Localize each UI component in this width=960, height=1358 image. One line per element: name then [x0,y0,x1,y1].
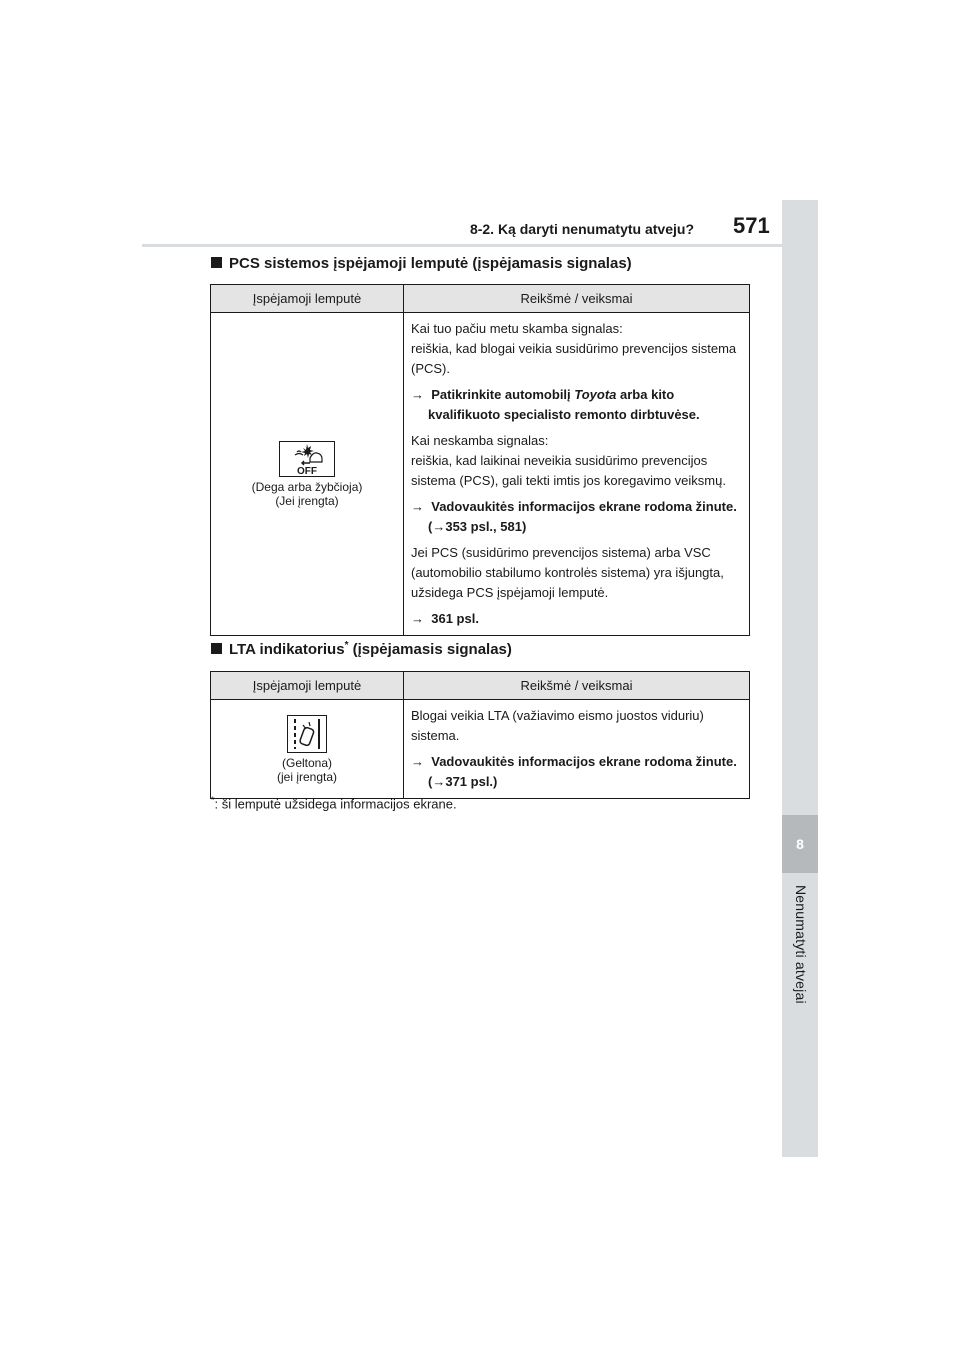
pcs-heading-text: PCS sistemos įspėjamoji lemputė (įspėjamasis signalas) [229,255,632,272]
pcs-p1-line2: reiškia, kad blogai veikia susidūrimo prevencijos sistema (PCS). [411,341,737,376]
pcs-paragraph-3: Jei PCS (susidūrimo prevencijos sistema) arba VSC (automobilio stabilumo kontrolės sistema) yra išjungta, užsidega PCS įspėjamoji lemputė. [411,545,724,600]
pcs-paragraph-1 [411,319,741,379]
pcs-action-2 [411,497,741,537]
lta-light-cell [211,700,404,799]
col-light-header: Įspėjamoji lemputė [211,285,404,313]
pcs-a2-text: Vadovaukitės informacijos ekrane rodoma žinute. ( [428,499,737,534]
table-header-row [211,672,750,700]
lta-a1-text: Vadovaukitės informacijos ekrane rodoma žinute. ( [428,754,737,789]
arrow-icon: → [411,754,424,769]
lta-light-caption-2: (jei įrengta) [276,769,338,784]
col-light-header: Įspėjamoji lemputė [211,672,404,700]
lta-meaning-cell [404,700,750,799]
lta-heading-text: LTA indikatorius [229,641,345,658]
pcs-a3: 361 psl. [431,611,479,626]
pcs-action-3 [411,609,741,629]
header-divider [142,244,782,247]
pcs-action-1 [411,385,741,425]
pcs-heading [211,255,632,272]
lta-heading-star: * [344,640,349,651]
table-header-row [211,285,750,313]
page-number: 571 [733,213,770,238]
arrow-icon: → [411,611,424,626]
pcs-p2-line1: Kai neskamba signalas: [411,433,549,448]
lta-lane-warning-icon [287,715,327,753]
arrow-icon: → [432,519,446,534]
side-tab [782,200,818,1157]
lta-paragraph-1: Blogai veikia LTA (važiavimo eismo juostos viduriu) sistema. [411,708,704,743]
lta-light-caption-1: (Geltona) [281,755,333,770]
lta-heading-suffix: (įspėjamasis signalas) [348,641,512,658]
section-title: 8-2. Ką daryti nenumatytu atveju? [469,221,694,237]
pcs-p2-line2: reiškia, kad laikinai neveikia susidūrimo prevencijos sistema (PCS), gali tekti imtis jos koregavimo veiksmų. [411,453,726,488]
arrow-icon: → [411,499,424,514]
lta-a1-ref: 371 psl.) [445,774,498,789]
pcs-p1-line1: Kai tuo pačiu metu skamba signalas: [411,321,623,336]
pcs-warning-table [210,284,750,636]
pcs-a1-suffix: arba kito kvalifikuoto specialisto remonto dirbtuvėse. [428,387,700,422]
lta-action-1 [411,752,741,792]
table-row [211,313,750,636]
pcs-a1-brand: Toyota [574,387,617,402]
col-meaning-header: Reikšmė / veiksmai [404,285,750,313]
pcs-light-caption-1: (Dega arba žybčioja) [251,479,363,494]
pcs-light-cell [211,313,404,636]
footnote [211,795,457,811]
arrow-icon: → [432,774,446,789]
arrow-icon: → [411,387,424,402]
pcs-off-warning-icon [279,441,335,477]
bullet-square-icon [211,643,222,654]
footnote-text: : ši lemputė užsidega informacijos ekrane. [214,796,457,812]
lta-heading [211,640,512,658]
off-label: OFF [297,465,317,476]
pcs-a2-ref: 353 psl., 581) [445,519,527,534]
lta-warning-table [210,671,750,799]
pcs-light-caption-2: (Jei įrengta) [275,493,339,508]
bullet-square-icon [211,257,222,268]
footnote-star: * [211,795,215,805]
pcs-paragraph-2 [411,431,741,491]
table-row [211,700,750,799]
chapter-number-badge: 8 [782,815,818,873]
pcs-a1-prefix: Patikrinkite automobilį [431,387,575,402]
chapter-title: Nenumatyti atvejai [793,885,809,1004]
col-meaning-header: Reikšmė / veiksmai [404,672,750,700]
pcs-meaning-cell [404,313,750,636]
